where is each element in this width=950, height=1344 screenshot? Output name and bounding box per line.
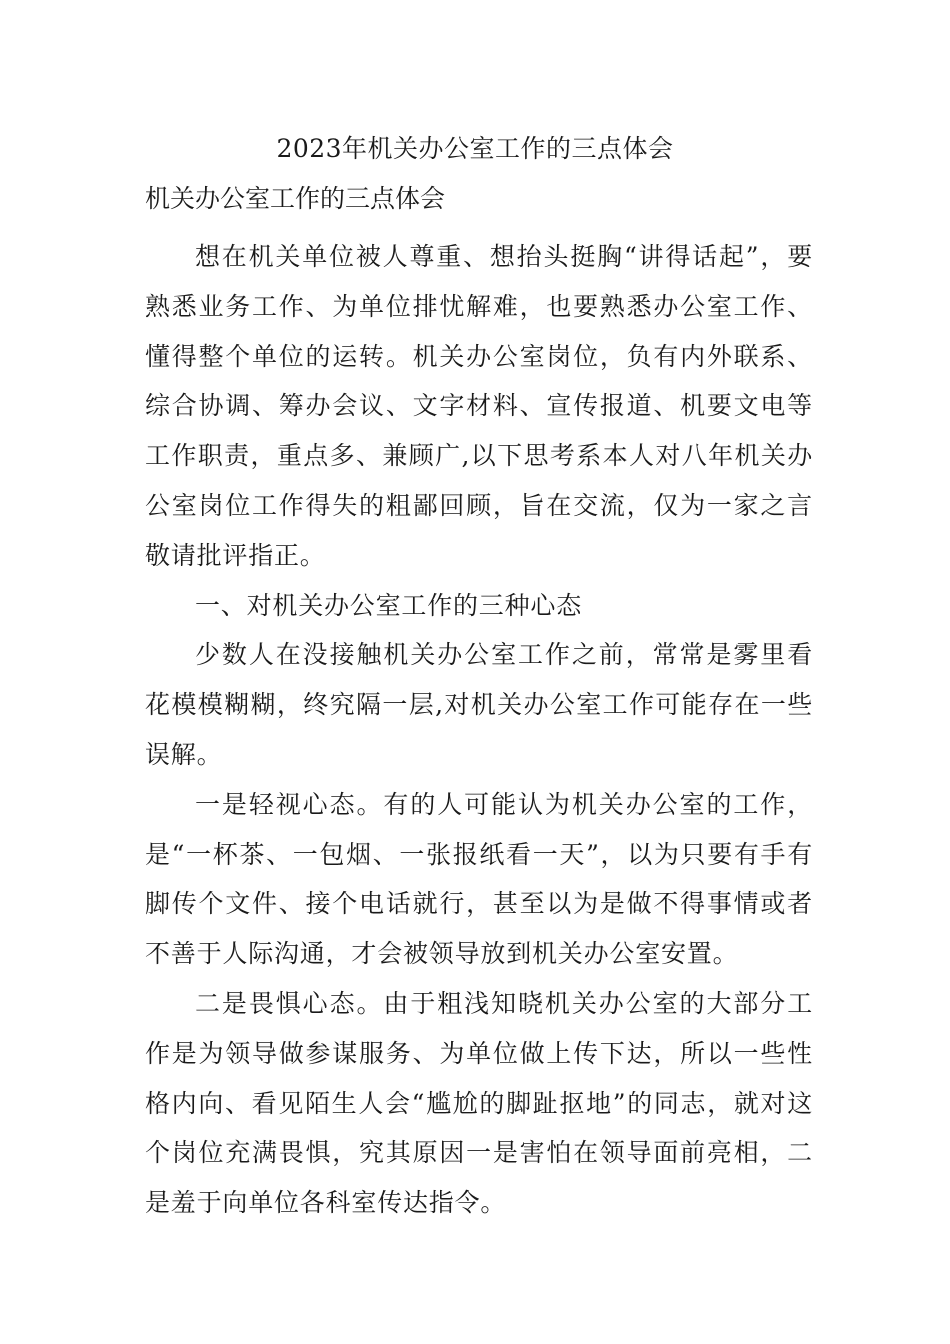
paragraph-intro: 想在机关单位被人尊重、想抬头挺胸“讲得话起”，要熟悉业务工作、为单位排忧解难，也要熟悉办公室工作、懂得整个单位的运转。机关办公室岗位，负有内外联系、综合协调、筹办会议、文字材料、宣传报道、机要文电等工作职责，重点多、兼顾广,以下思考系本人对八年机关办公室岗位工作得失的粗鄙回顾，旨在交流，仅为一家之言敬请批评指正。: [145, 242, 813, 570]
document-subtitle: 机关办公室工作的三点体会: [145, 184, 446, 213]
paragraph-misunderstanding: 少数人在没接触机关办公室工作之前，常常是雾里看花模模糊糊，终究隔一层,对机关办公室工作可能存在一些误解。: [145, 640, 813, 769]
section-heading-1: 一、对机关办公室工作的三种心态: [195, 590, 583, 620]
paragraph-fear-mindset: 二是畏惧心态。由于粗浅知晓机关办公室的大部分工作是为领导做参谋服务、为单位做上传下达，所以一些性格内向、看见陌生人会“尴尬的脚趾抠地”的同志，就对这个岗位充满畏惧，究其原因一是害怕在领导面前亮相，二是羞于向单位各科室传达指令。: [145, 988, 813, 1218]
document-body: [145, 232, 813, 1228]
document-title: 2023年机关办公室工作的三点体会: [276, 134, 674, 163]
paragraph-contempt-mindset: 一是轻视心态。有的人可能认为机关办公室的工作，是“一杯茶、一包烟、一张报纸看一天”，以为只要有手有脚传个文件、接个电话就行，甚至以为是做不得事情或者不善于人际沟通，才会被领导放到机关办公室安置。: [145, 789, 813, 969]
